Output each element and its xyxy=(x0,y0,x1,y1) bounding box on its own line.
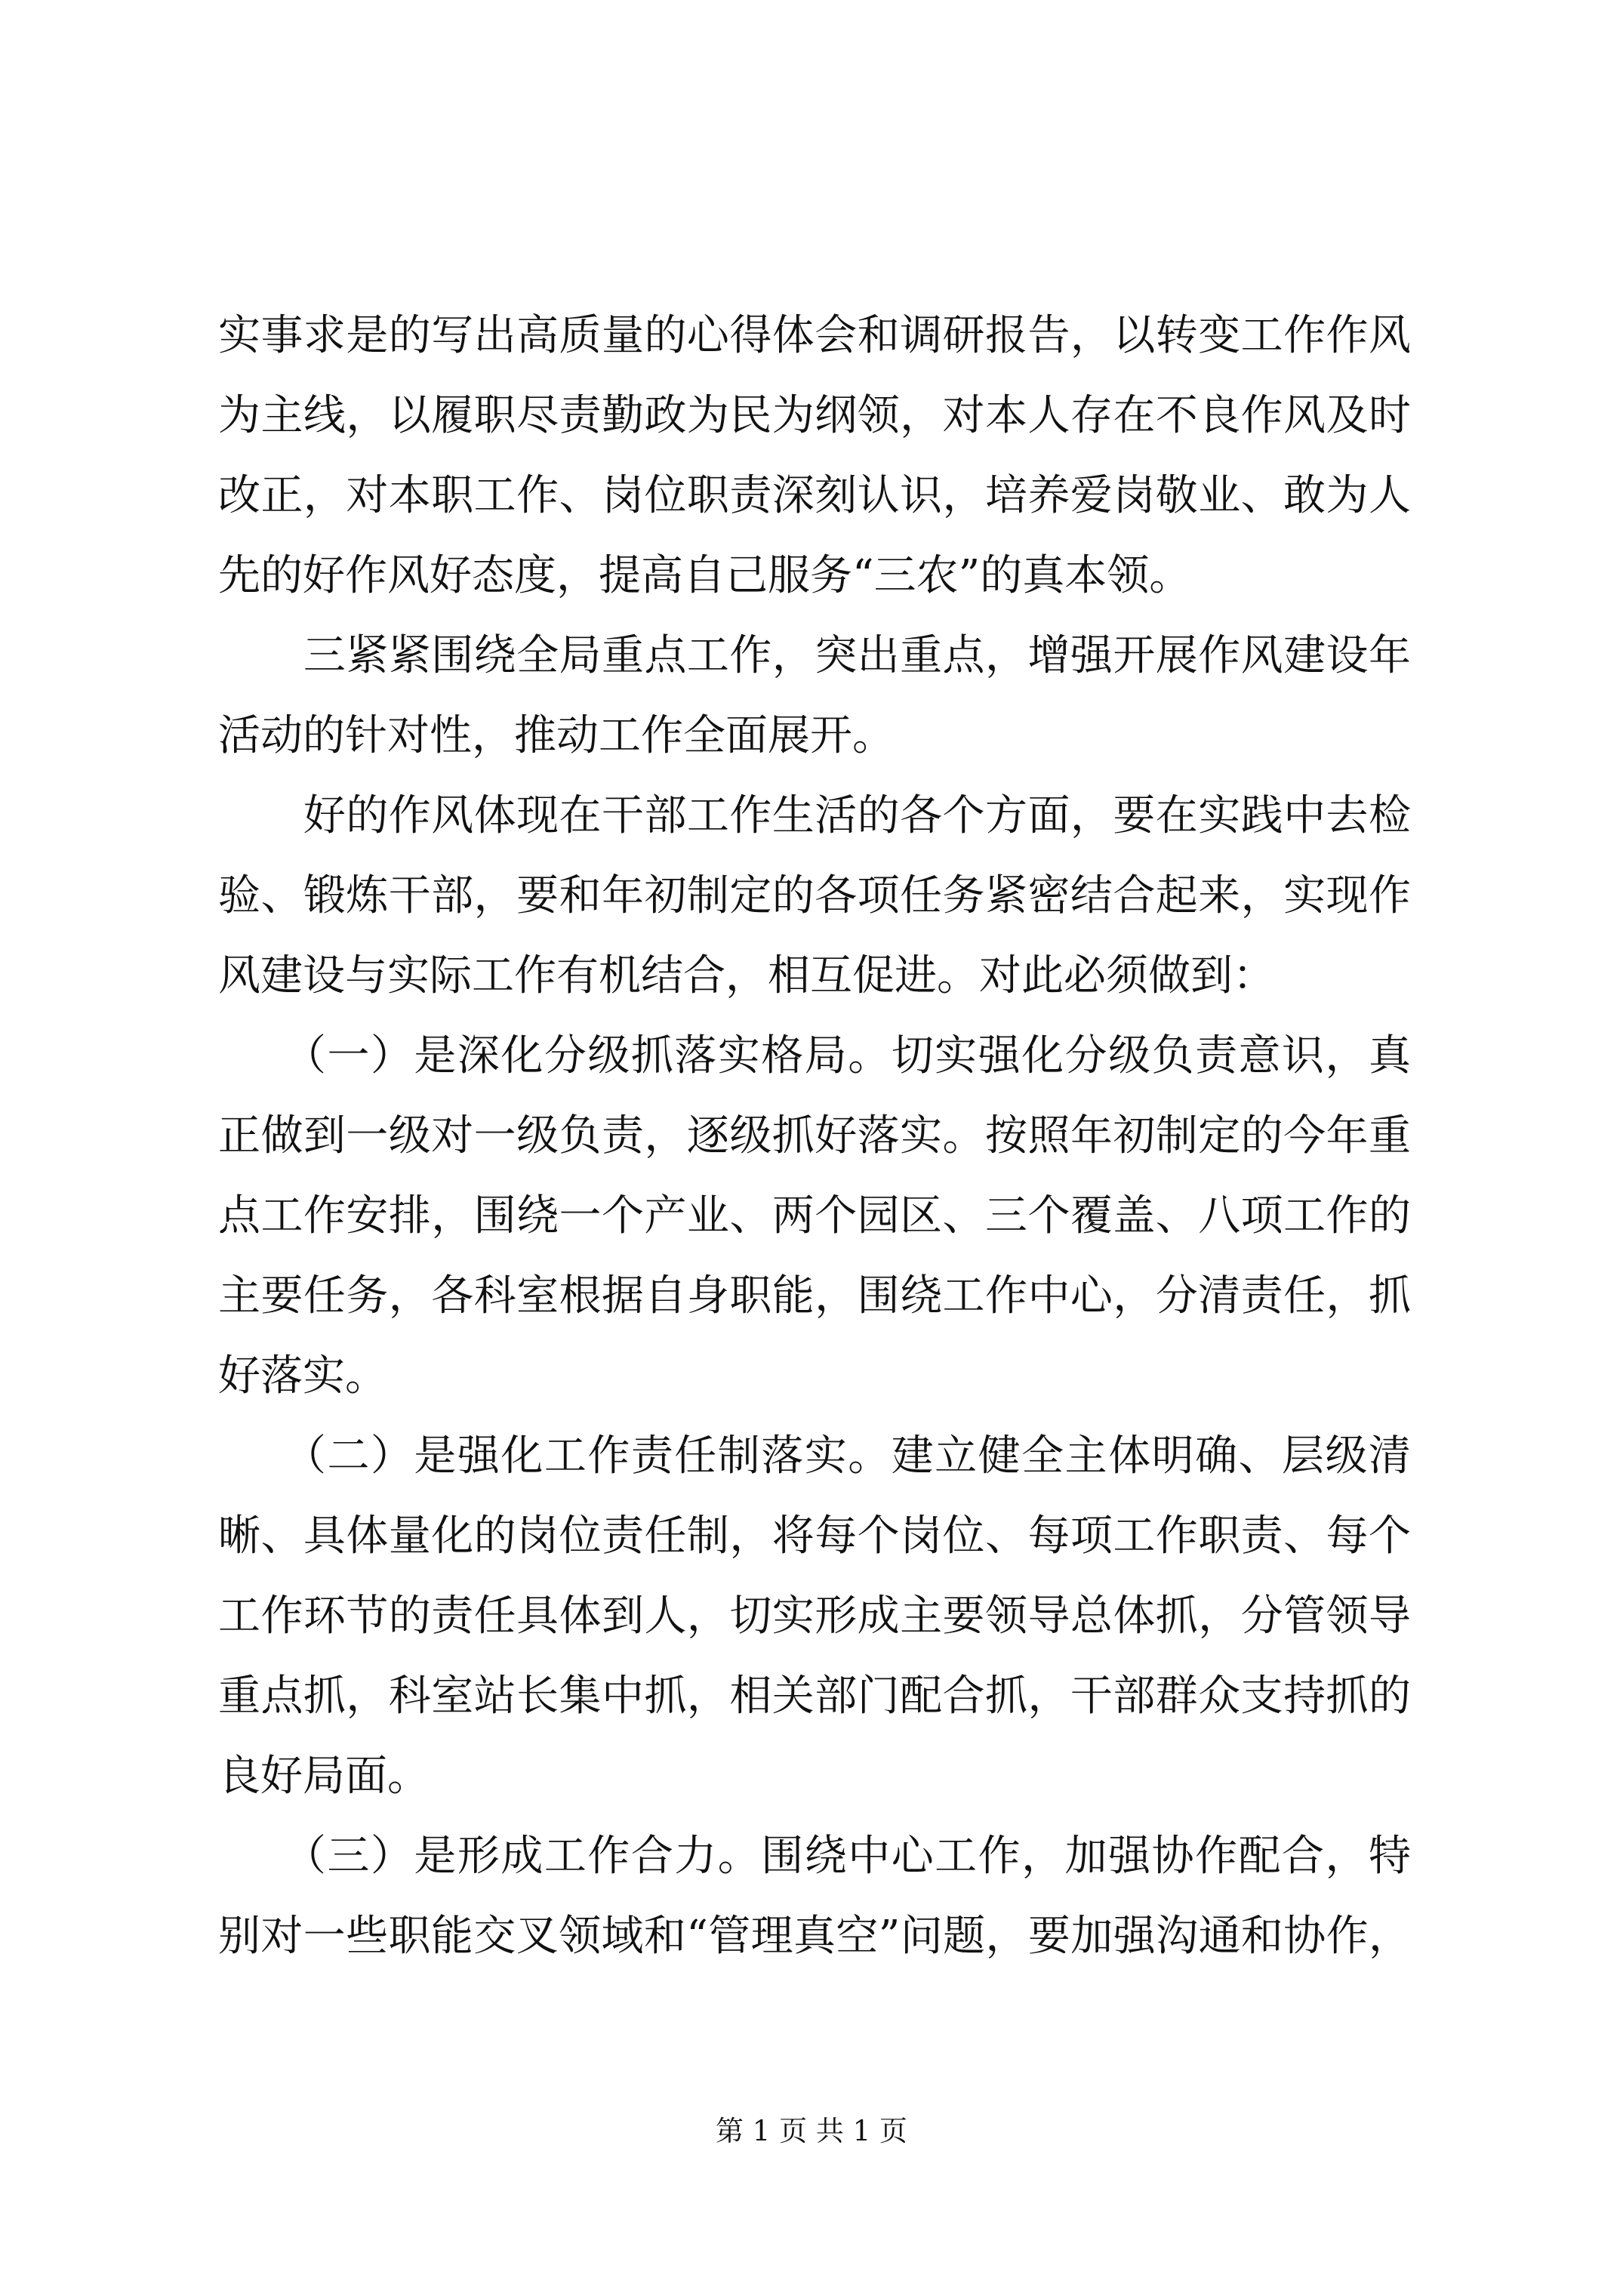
text-line: 活动的针对性，推动工作全面展开。 xyxy=(218,711,895,760)
text-line: （二）是强化工作责任制落实。建立健全主体明确、层级清 xyxy=(218,1432,1411,1481)
text-line: 三紧紧围绕全局重点工作，突出重点，增强开展作风建设年 xyxy=(218,631,1411,680)
text-line: 实事求是的写出高质量的心得体会和调研报告，以转变工作作风 xyxy=(218,311,1411,360)
text-line: 好的作风体现在干部工作生活的各个方面，要在实践中去检 xyxy=(218,791,1411,840)
text-line: （一）是深化分级抓落实格局。切实强化分级负责意识，真 xyxy=(218,1031,1411,1080)
text-line: 主要任务，各科室根据自身职能，围绕工作中心，分清责任，抓 xyxy=(218,1271,1411,1321)
text-line: 点工作安排，围绕一个产业、两个园区、三个覆盖、八项工作的 xyxy=(218,1191,1411,1240)
text-line: 别对一些职能交叉领域和“管理真空”问题，要加强沟通和协作， xyxy=(218,1912,1411,1961)
text-line: 先的好作风好态度，提高自己服务“三农”的真本领。 xyxy=(218,551,1192,600)
text-line: 改正，对本职工作、岗位职责深刻认识，培养爱岗敬业、敢为人 xyxy=(218,471,1411,520)
document-body xyxy=(218,296,1411,1977)
text-line: 重点抓，科室站长集中抓，相关部门配合抓，干部群众支持抓的 xyxy=(218,1672,1411,1721)
text-line: 为主线，以履职尽责勤政为民为纲领，对本人存在不良作风及时 xyxy=(218,391,1411,440)
text-line: 良好局面。 xyxy=(218,1752,430,1801)
text-line: 工作环节的责任具体到人，切实形成主要领导总体抓，分管领导 xyxy=(218,1592,1411,1641)
text-line: （三）是形成工作合力。围绕中心工作，加强协作配合，特 xyxy=(218,1832,1411,1881)
text-line: 验、锻炼干部，要和年初制定的各项任务紧密结合起来，实现作 xyxy=(218,871,1411,920)
page-footer: 第 1 页 共 1 页 xyxy=(716,2115,907,2147)
text-line: 风建设与实际工作有机结合，相互促进。对此必须做到： xyxy=(218,951,1275,1000)
text-line: 好落实。 xyxy=(218,1351,387,1401)
text-line: 晰、具体量化的岗位责任制，将每个岗位、每项工作职责、每个 xyxy=(218,1512,1411,1561)
text-line: 正做到一级对一级负责，逐级抓好落实。按照年初制定的今年重 xyxy=(218,1111,1411,1160)
